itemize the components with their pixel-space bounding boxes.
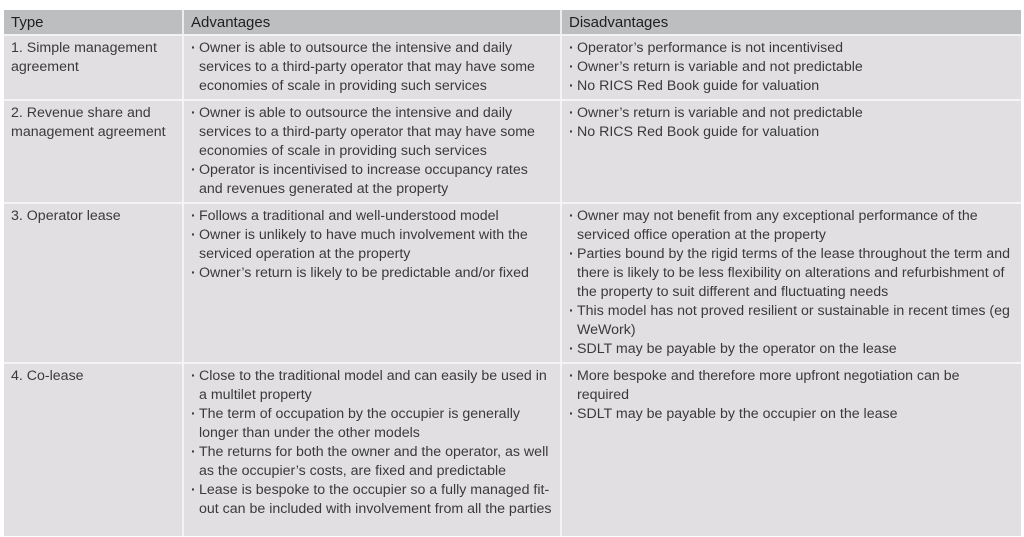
list-item: · Follows a traditional and well-understood model (191, 207, 554, 226)
list-item: · Owner’s return is likely to be predictable and/or fixed (191, 264, 554, 283)
list-item: · Owner’s return is variable and not predictable (569, 58, 1015, 77)
list-item: · No RICS Red Book guide for valuation (569, 77, 1015, 96)
table-row (4, 35, 1021, 100)
list-item: · More bespoke and therefore more upfront negotiation can be required (569, 367, 1015, 405)
type-cell: 3. Operator lease (4, 203, 183, 363)
table-row (4, 203, 1021, 363)
list-item: · Owner’s return is variable and not predictable (569, 104, 1015, 123)
type-cell: 4. Co-lease (4, 363, 183, 536)
list-item: · SDLT may be payable by the operator on the lease (569, 340, 1015, 359)
list-item: · Parties bound by the rigid terms of the lease throughout the term and there is likely to be less flexibility on alterations and refurbishment of the property to suit different and fluctuating needs (569, 245, 1015, 302)
table-row (4, 100, 1021, 203)
advantages-cell (183, 203, 561, 363)
header-advantages: Advantages (183, 10, 561, 35)
advantages-cell (183, 363, 561, 536)
header-type: Type (4, 10, 183, 35)
list-item: · Operator is incentivised to increase occupancy rates and revenues generated at the property (191, 161, 554, 199)
list-item: · This model has not proved resilient or sustainable in recent times (eg WeWork) (569, 302, 1015, 340)
list-item: · Owner is unlikely to have much involvement with the serviced operation at the property (191, 226, 554, 264)
list-item: · Owner is able to outsource the intensive and daily services to a third-party operator that may have some economies of scale in providing such services (191, 39, 554, 96)
disadvantages-cell (561, 35, 1021, 100)
header-disadvantages: Disadvantages (561, 10, 1021, 35)
list-item: · No RICS Red Book guide for valuation (569, 123, 1015, 142)
disadvantages-cell (561, 203, 1021, 363)
table-row (4, 363, 1021, 536)
list-item: · Owner may not benefit from any exceptional performance of the serviced office operation at the property (569, 207, 1015, 245)
list-item: · The returns for both the owner and the operator, as well as the occupier’s costs, are fixed and predictable (191, 443, 554, 481)
advantages-cell (183, 100, 561, 203)
list-item: · SDLT may be payable by the occupier on the lease (569, 405, 1015, 424)
disadvantages-cell (561, 100, 1021, 203)
list-item: · Lease is bespoke to the occupier so a fully managed fit-out can be included with involvement from all the parties (191, 481, 554, 519)
disadvantages-cell (561, 363, 1021, 536)
type-cell: 1. Simple management agreement (4, 35, 183, 100)
advantages-cell (183, 35, 561, 100)
list-item: · Close to the traditional model and can easily be used in a multilet property (191, 367, 554, 405)
list-item: · The term of occupation by the occupier is generally longer than under the other models (191, 405, 554, 443)
header-row (4, 10, 1021, 35)
comparison-table (4, 10, 1021, 536)
type-cell: 2. Revenue share and management agreement (4, 100, 183, 203)
list-item: · Owner is able to outsource the intensive and daily services to a third-party operator that may have some economies of scale in providing such services (191, 104, 554, 161)
list-item: · Operator’s performance is not incentivised (569, 39, 1015, 58)
